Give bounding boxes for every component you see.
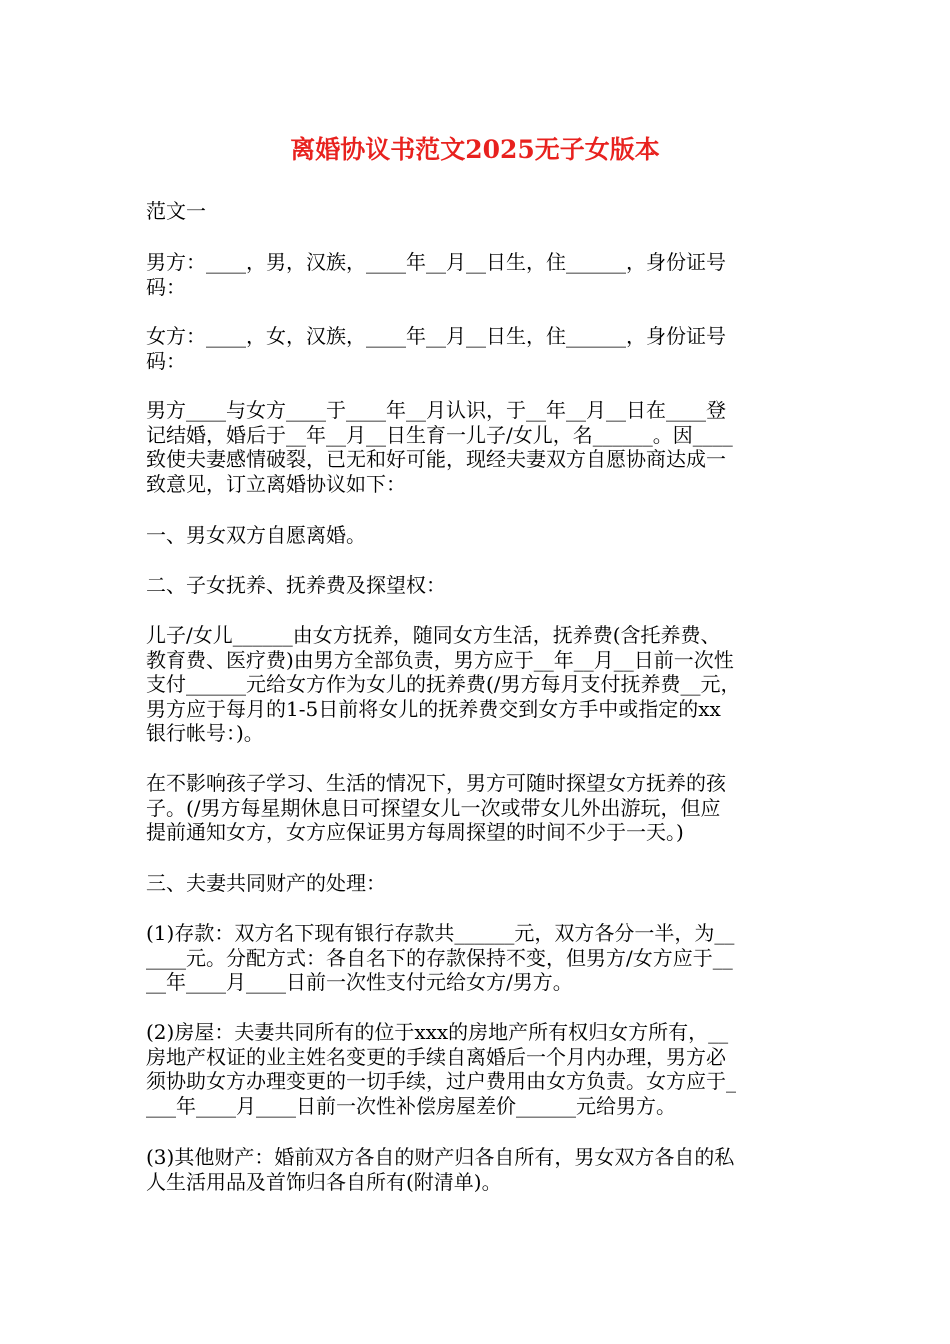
section-heading-three xyxy=(146,871,814,896)
paragraph-savings xyxy=(146,921,814,995)
text-line: 三、夫妻共同财产的处理： xyxy=(146,871,386,895)
text-line: 房地产权证的业主姓名变更的手续自离婚后一个月内办理，男方必 xyxy=(146,1044,726,1069)
text-line: 教育费、医疗费)由男方全部负责，男方应于__年__月__日前一次性 xyxy=(146,647,734,672)
text-line: 提前通知女方，女方应保证男方每周探望的时间不少于一天。) xyxy=(146,820,684,844)
paragraph-male-party xyxy=(146,250,814,299)
text-line: 银行帐号：)。 xyxy=(146,721,264,745)
text-line: (2)房屋：夫妻共同所有的位于xxx的房地产所有权归女方所有，__ xyxy=(146,1020,729,1044)
text-line: 码： xyxy=(146,348,186,373)
text-line: 码： xyxy=(146,274,186,299)
text-line: 支付______元给女方作为女儿的抚养费(/男方每月支付抚养费__元， xyxy=(146,672,741,696)
text-line: 人生活用品及首饰归各自所有(附清单)。 xyxy=(146,1169,502,1194)
section-heading-two xyxy=(146,573,814,598)
text-line: 女方：____，女，汉族，____年__月__日生，住______，身份证号 xyxy=(146,324,726,348)
text-line: (3)其他财产：婚前双方各自的财产归各自所有，男女双方各自的私 xyxy=(146,1145,735,1169)
text-line: 男方____与女方____于____年__月认识，于__年__月__日在____登 xyxy=(146,398,726,422)
text-line: 一、男女双方自愿离婚。 xyxy=(146,523,366,547)
paragraph-female-party xyxy=(146,324,814,373)
paragraph-other-property xyxy=(146,1145,814,1194)
text-line: 记结婚，婚后于__年__月__日生育一儿子/女儿，名______。因____ xyxy=(146,422,733,447)
text-line: __年____月____日前一次性支付元给女方/男方。 xyxy=(146,970,573,994)
text-line: 致使夫妻感情破裂，已无和好可能，现经夫妻双方自愿协商达成一 xyxy=(146,447,726,471)
paragraph-housing xyxy=(146,1020,814,1118)
text-line: 在不影响孩子学习、生活的情况下，男方可随时探望女方抚养的孩 xyxy=(146,771,726,795)
text-line: 致意见，订立离婚协议如下： xyxy=(146,471,406,496)
text-line: 子。(/男方每星期休息日可探望女儿一次或带女儿外出游玩，但应 xyxy=(146,795,721,820)
paragraph-child-support xyxy=(146,623,814,746)
paragraph-marriage-background xyxy=(146,398,814,496)
text-line: ___年____月____日前一次性补偿房屋差价______元给男方。 xyxy=(146,1093,676,1118)
text-line: 二、子女抚养、抚养费及探望权： xyxy=(146,573,446,597)
text-line: 范文一 xyxy=(146,199,206,223)
text-line: (1)存款：双方名下现有银行存款共______元，双方各分一半，为__ xyxy=(146,921,735,945)
paragraph-visitation xyxy=(146,771,814,845)
paragraph-heading-sample-one xyxy=(146,199,814,224)
text-line: 须协助女方办理变更的一切手续，过户费用由女方负责。女方应于_ xyxy=(146,1069,736,1093)
section-heading-one xyxy=(146,523,814,548)
document-title: 离婚协议书范文2025无子女版本 xyxy=(290,135,660,164)
text-line: 男方应于每月的1-5日前将女儿的抚养费交到女方手中或指定的xx xyxy=(146,696,721,721)
text-line: ____元。分配方式：各自名下的存款保持不变，但男方/女方应于__ xyxy=(146,945,733,970)
text-line: 男方：____，男，汉族，____年__月__日生，住______，身份证号 xyxy=(146,250,726,274)
text-line: 儿子/女儿______由女方抚养，随同女方生活，抚养费(含托养费、 xyxy=(146,623,721,647)
